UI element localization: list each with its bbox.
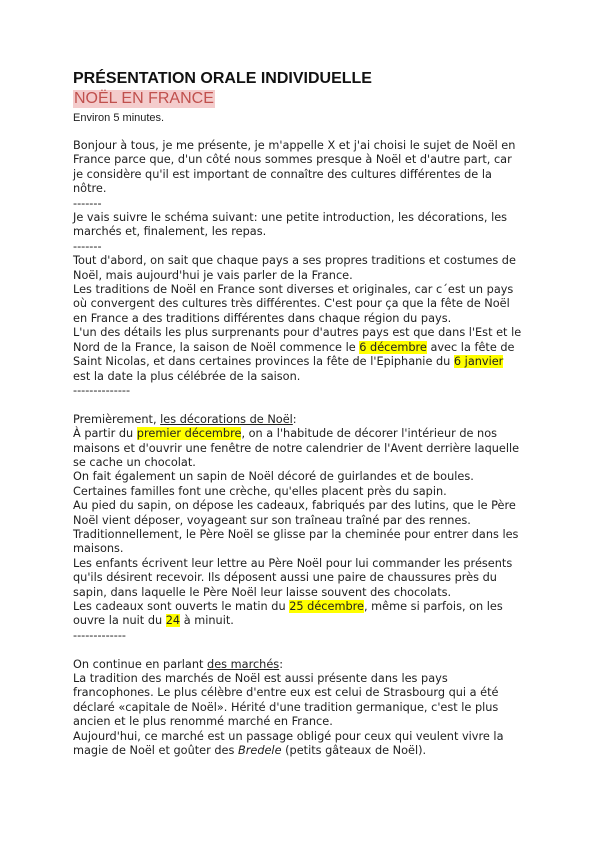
context-line: L'un des détails les plus surprenants pour d'autres pays est que dans l'Est et le: [73, 326, 522, 340]
separator: -------------: [73, 628, 126, 642]
separator: --------------: [73, 383, 131, 397]
text-segment: avec la fête de: [426, 340, 515, 354]
plan-line: marchés et, finalement, les repas.: [73, 225, 267, 239]
text-segment: ouvre la nuit du: [73, 614, 166, 628]
decorations-line: sapin, dans laquelle le Père Noël leur laisse souvent des chocolats.: [73, 585, 452, 599]
intro-line: je considère qu'il est important de connaître des cultures différentes de la: [73, 167, 492, 181]
blank-line: [73, 398, 534, 412]
text-segment: Premièrement,: [73, 412, 161, 426]
document-body: [73, 139, 534, 758]
context-line: est la date la plus célébrée de la saison.: [73, 369, 301, 383]
markets-line: Aujourd'hui, ce marché est un passage obligé pour ceux qui veulent vivre la: [73, 729, 504, 743]
text-segment: , on a l'habitude de décorer l'intérieur de nos: [241, 427, 498, 441]
duration-note: Environ 5 minutes.: [73, 112, 165, 124]
decorations-line: se cache un chocolat.: [73, 455, 196, 469]
markets-line: [73, 744, 534, 758]
text-segment: magie de Noël et goûter des: [73, 744, 238, 758]
separator: -------: [73, 239, 102, 253]
intro-line: Bonjour à tous, je me présente, je m'appelle X et j'ai choisi le sujet de Noël en: [73, 139, 516, 152]
decorations-line: Traditionnellement, le Père Noël se glisse par la cheminée pour entrer dans les: [73, 527, 519, 541]
decorations-line: On fait également un sapin de Noël décoré de guirlandes et de boules.: [73, 470, 474, 484]
text-segment: à minuit.: [180, 614, 234, 628]
section-heading-markets: [73, 658, 534, 672]
underlined-topic: des marchés: [207, 657, 280, 671]
text-segment: On continue en parlant: [73, 657, 208, 671]
highlighted-date: 6 janvier: [453, 355, 504, 369]
context-line: Tout d'abord, on sait que chaque pays a ses propres traditions et costumes de: [73, 254, 516, 268]
text-segment: :: [292, 412, 297, 426]
text-segment: Saint Nicolas, et dans certaines provinces la fête de l'Epiphanie du: [73, 355, 454, 369]
highlighted-date: 6 décembre: [359, 340, 427, 354]
italic-term: Bredele: [237, 744, 282, 758]
section-heading-decorations: [73, 413, 534, 427]
text-segment: , même si parfois, on les: [364, 599, 503, 613]
highlighted-date: 25 décembre: [289, 599, 364, 613]
decorations-line: Au pied du sapin, on dépose les cadeaux, fabriqués par des lutins, que le Père: [73, 499, 516, 513]
decorations-line: Certaines familles font une crèche, qu'elles placent près du sapin.: [73, 484, 447, 498]
decorations-line: Noël vient déposer, voyageant sur son traîneau traîné par des rennes.: [73, 513, 471, 527]
context-line: Noël, mais aujourd'hui je vais parler de la France.: [73, 268, 353, 282]
context-line: [73, 341, 534, 355]
decorations-line: [73, 427, 534, 441]
decorations-line: maisons.: [73, 542, 124, 556]
highlighted-date: 24: [165, 614, 181, 628]
decorations-line: qu'ils désirent recevoir. Ils déposent aussi une paire de chaussures près du: [73, 571, 497, 585]
text-segment: :: [279, 657, 283, 671]
context-line: en France a des traditions différentes dans chaque région du pays.: [73, 311, 452, 325]
markets-line: La tradition des marchés de Noël est aussi présente dans les pays: [73, 672, 448, 685]
intro-line: France parce que, d'un côté nous sommes presque à Noël et d'autre part, car: [73, 153, 512, 167]
intro-line: nôtre.: [73, 182, 107, 196]
text-segment: Nord de la France, la saison de Noël commence le: [73, 340, 360, 354]
plan-line: Je vais suivre le schéma suivant: une petite introduction, les décorations, les: [73, 211, 508, 225]
context-line: où convergent des cultures très différentes. C'est pour ça que la fête de Noël: [73, 297, 510, 311]
text-segment: Les cadeaux sont ouverts le matin du: [73, 599, 290, 613]
document-subtitle: NOËL EN FRANCE: [74, 90, 214, 107]
underlined-topic: les décorations de Noël: [160, 412, 293, 426]
text-segment: (petits gâteaux de Noël).: [281, 744, 427, 758]
decorations-line: Les enfants écrivent leur lettre au Père Noël pour lui commander les présents: [73, 556, 513, 570]
markets-line: ancien et le plus renommé marché en France.: [73, 715, 333, 729]
text-segment: À partir du: [73, 427, 137, 441]
markets-line: francophones. Le plus célèbre d'entre eux est celui de Strasbourg qui a été: [73, 686, 499, 700]
context-line: [73, 355, 534, 369]
markets-line: déclaré «capitale de Noël». Hérité d'une tradition germanique, c'est le plus: [73, 700, 499, 714]
blank-line: [73, 643, 534, 657]
document-title: PRÉSENTATION ORALE INDIVIDUELLE: [73, 70, 372, 87]
highlighted-date: premier décembre: [136, 427, 242, 441]
decorations-line: [73, 600, 534, 614]
context-line: Les traditions de Noël en France sont diverses et originales, car c´est un pays: [73, 283, 514, 297]
decorations-line: [73, 614, 534, 628]
separator: -------: [73, 196, 102, 210]
decorations-line: maisons et d'ouvrir une fenêtre de notre calendrier de l'Avent derrière laquelle: [73, 441, 520, 455]
